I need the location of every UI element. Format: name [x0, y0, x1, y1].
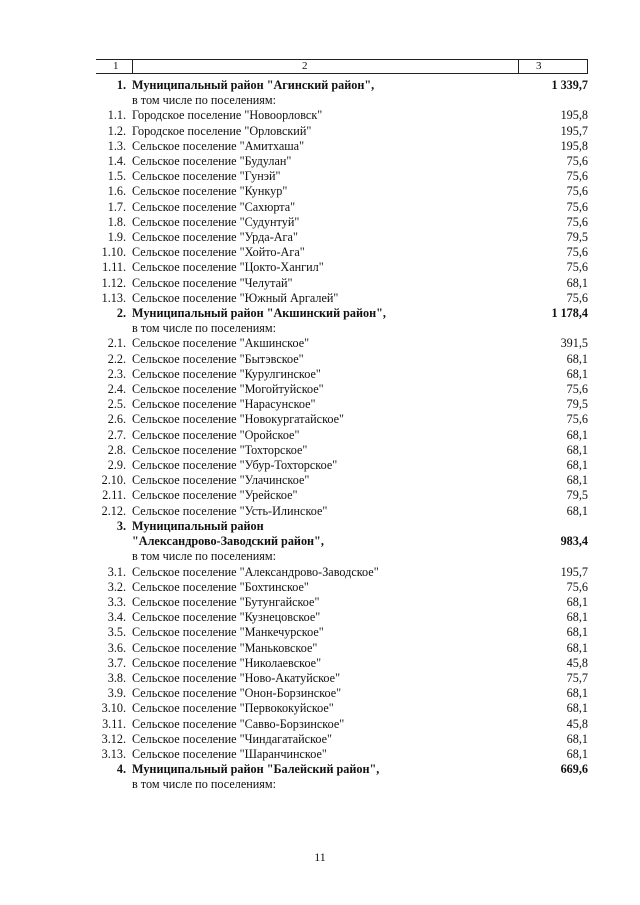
row-value: 1 339,7 [551, 78, 588, 92]
row-name: "Александрово-Заводский район", [132, 534, 324, 549]
row-value: 45,8 [566, 716, 588, 731]
row-value: 68,1 [566, 686, 588, 701]
table-row [96, 610, 588, 625]
row-value: 75,6 [566, 154, 588, 169]
row-value: 75,6 [566, 169, 588, 184]
row-name: Муниципальный район "Акшинский район", [132, 306, 386, 321]
row-number: 1. [116, 78, 126, 92]
row-name: в том числе по поселениям: [132, 549, 276, 564]
row-value: 68,1 [566, 625, 588, 640]
row-name: Сельское поселение "Ново-Акатуйское" [132, 670, 341, 685]
row-number: 2.10. [101, 473, 126, 488]
table-row [96, 397, 588, 412]
row-value: 68,1 [566, 351, 588, 366]
table-row [96, 488, 588, 503]
row-number: 3.11. [102, 716, 126, 731]
row-name: Сельское поселение "Первококуйское" [132, 701, 334, 716]
row-value: 391,5 [560, 336, 588, 351]
row-name: Сельское поселение "Шаранчинское" [132, 746, 327, 761]
row-number: 3. [116, 518, 126, 533]
table-row [96, 306, 588, 321]
row-value: 79,5 [566, 397, 588, 412]
row-value: 75,6 [566, 199, 588, 214]
row-number: 1.9. [107, 230, 126, 245]
row-value: 45,8 [566, 655, 588, 670]
row-number: 2. [116, 306, 126, 321]
header-col-1: 1 [113, 60, 119, 72]
table-row [96, 428, 588, 443]
row-value: 195,7 [560, 564, 588, 579]
table-row [96, 367, 588, 382]
row-value: 195,7 [560, 123, 588, 138]
row-number [96, 321, 132, 336]
table-row [96, 260, 588, 275]
row-value: 68,1 [566, 640, 588, 655]
row-name: Городское поселение "Орловский" [132, 123, 312, 138]
row-number [96, 777, 132, 792]
table-row [96, 443, 588, 458]
row-name: Сельское поселение "Николаевское" [132, 655, 322, 670]
row-value: 75,6 [566, 245, 588, 260]
row-value: 68,1 [566, 275, 588, 290]
row-value [518, 549, 588, 564]
row-value: 983,4 [560, 534, 588, 549]
row-value: 75,6 [566, 579, 588, 594]
row-number: 2.12. [101, 503, 126, 518]
row-name: Сельское поселение "Онон-Борзинское" [132, 686, 342, 701]
row-name: Сельское поселение "Убур-Тохторское" [132, 458, 338, 473]
row-value: 75,7 [566, 670, 588, 685]
row-number: 2.5. [107, 397, 126, 412]
row-name: Сельское поселение "Будулан" [132, 154, 292, 169]
row-value: 75,6 [566, 382, 588, 397]
row-name: Сельское поселение "Маньковское" [132, 640, 318, 655]
row-value: 195,8 [560, 138, 588, 153]
header-divider [518, 60, 519, 73]
header-divider [132, 60, 133, 73]
table-row [96, 200, 588, 215]
row-name: Сельское поселение "Судунтуй" [132, 214, 300, 229]
row-name: Сельское поселение "Урда-Ага" [132, 230, 298, 245]
table-row [96, 139, 588, 154]
allocation-table [96, 78, 588, 793]
row-number: 1.6. [107, 184, 126, 199]
table-row [96, 230, 588, 245]
table-row [96, 747, 588, 762]
row-number: 4. [116, 762, 126, 777]
row-name: Сельское поселение "Савво-Борзинское" [132, 716, 345, 731]
row-number: 2.8. [107, 442, 126, 457]
row-name: Муниципальный район [132, 518, 264, 533]
table-row [96, 777, 588, 792]
row-name: Сельское поселение "Южный Аргалей" [132, 290, 339, 305]
table-header [96, 59, 588, 74]
row-name: Сельское поселение "Оройское" [132, 427, 300, 442]
row-number: 1.13. [101, 290, 126, 305]
header-col-2: 2 [302, 60, 308, 72]
row-number: 2.2. [107, 351, 126, 366]
row-name: Муниципальный район "Балейский район", [132, 762, 380, 777]
row-name: в том числе по поселениям: [132, 777, 276, 792]
row-number: 3.6. [107, 640, 126, 655]
row-number: 3.13. [101, 746, 126, 761]
table-row [96, 78, 588, 93]
row-value: 68,1 [566, 731, 588, 746]
row-number: 3.3. [107, 594, 126, 609]
row-number: 2.3. [107, 366, 126, 381]
table-row [96, 504, 588, 519]
row-number: 3.5. [107, 625, 126, 640]
row-name: Сельское поселение "Александрово-Заводское" [132, 564, 379, 579]
table-row [96, 732, 588, 747]
table-row [96, 565, 588, 580]
row-name: Городское поселение "Новоорловск" [132, 108, 323, 123]
table-row [96, 534, 588, 549]
row-name: Сельское поселение "Тохторское" [132, 442, 308, 457]
row-number: 2.9. [107, 458, 126, 473]
row-name: Сельское поселение "Чиндагатайское" [132, 731, 333, 746]
table-row [96, 412, 588, 427]
row-name: Сельское поселение "Сахюрта" [132, 199, 296, 214]
row-name: Сельское поселение "Улачинское" [132, 473, 310, 488]
row-value: 68,1 [566, 427, 588, 442]
row-value: 75,6 [566, 260, 588, 275]
row-name: Сельское поселение "Нарасунское" [132, 397, 316, 412]
table-row [96, 580, 588, 595]
table-row [96, 215, 588, 230]
row-value: 75,6 [566, 214, 588, 229]
row-value: 79,5 [566, 230, 588, 245]
header-col-3: 3 [536, 60, 542, 72]
row-number: 3.4. [107, 610, 126, 625]
row-name: Сельское поселение "Усть-Илинское" [132, 503, 328, 518]
row-name: Сельское поселение "Бытэвское" [132, 351, 304, 366]
row-name: Сельское поселение "Акшинское" [132, 336, 310, 351]
row-number: 3.10. [101, 701, 126, 716]
row-number: 2.7. [107, 427, 126, 442]
row-value: 79,5 [566, 488, 588, 503]
table-row [96, 352, 588, 367]
row-value: 75,6 [566, 184, 588, 199]
row-name: Сельское поселение "Челутай" [132, 275, 293, 290]
table-row [96, 321, 588, 336]
row-number: 1.2. [107, 123, 126, 138]
row-number: 3.12. [101, 731, 126, 746]
row-name: Сельское поселение "Амитхаша" [132, 138, 305, 153]
table-row [96, 549, 588, 564]
row-name: Сельское поселение "Хойто-Ага" [132, 245, 305, 260]
row-number: 3.8. [107, 670, 126, 685]
row-value: 68,1 [566, 503, 588, 518]
row-name: Сельское поселение "Урейское" [132, 488, 298, 503]
row-number: 1.4. [107, 154, 126, 169]
row-value [518, 519, 588, 534]
row-value: 68,1 [566, 442, 588, 457]
row-name: Сельское поселение "Бутунгайское" [132, 594, 320, 609]
table-row [96, 656, 588, 671]
table-row [96, 701, 588, 716]
row-name: Сельское поселение "Гунэй" [132, 169, 281, 184]
table-row [96, 169, 588, 184]
row-number: 1.1. [107, 108, 126, 123]
page-number: 11 [314, 850, 326, 864]
row-name: Сельское поселение "Новокургатайское" [132, 412, 345, 427]
row-value [518, 321, 588, 336]
row-number: 2.6. [107, 412, 126, 427]
row-name: Сельское поселение "Кункур" [132, 184, 288, 199]
row-number: 3.9. [107, 686, 126, 701]
row-number: 1.7. [107, 199, 126, 214]
table-row [96, 671, 588, 686]
row-name: Сельское поселение "Курулгинское" [132, 366, 321, 381]
table-row [96, 762, 588, 777]
table-row [96, 382, 588, 397]
row-name: Сельское поселение "Могойтуйское" [132, 382, 324, 397]
table-row [96, 245, 588, 260]
row-name: в том числе по поселениям: [132, 93, 276, 108]
row-number: 2.1. [107, 336, 126, 351]
row-number: 2.4. [107, 382, 126, 397]
table-row [96, 686, 588, 701]
row-number: 1.3. [107, 138, 126, 153]
row-value [518, 93, 588, 108]
row-value: 195,8 [560, 108, 588, 123]
table-row [96, 124, 588, 139]
table-row [96, 641, 588, 656]
row-value: 669,6 [560, 762, 588, 777]
row-name: Муниципальный район "Агинский район", [132, 78, 375, 92]
row-number: 1.5. [107, 169, 126, 184]
row-number: 1.12. [101, 275, 126, 290]
row-value: 68,1 [566, 701, 588, 716]
table-row [96, 717, 588, 732]
row-number: 1.8. [107, 214, 126, 229]
row-value: 1 178,4 [551, 306, 588, 321]
table-row [96, 473, 588, 488]
row-number [96, 93, 132, 108]
table-row [96, 291, 588, 306]
row-number: 3.1. [107, 564, 126, 579]
table-row [96, 336, 588, 351]
row-number [96, 534, 132, 549]
row-value: 75,6 [566, 290, 588, 305]
row-number: 3.2. [107, 579, 126, 594]
table-row [96, 458, 588, 473]
row-number: 1.11. [102, 260, 126, 275]
row-value: 68,1 [566, 458, 588, 473]
row-name: Сельское поселение "Цокто-Хангил" [132, 260, 324, 275]
table-row [96, 154, 588, 169]
row-value: 68,1 [566, 610, 588, 625]
table-row [96, 93, 588, 108]
row-name: Сельское поселение "Кузнецовское" [132, 610, 321, 625]
table-row [96, 276, 588, 291]
table-row [96, 625, 588, 640]
row-name: Сельское поселение "Манкечурское" [132, 625, 324, 640]
row-value [518, 777, 588, 792]
table-row [96, 108, 588, 123]
table-row [96, 519, 588, 534]
row-name: в том числе по поселениям: [132, 321, 276, 336]
table-row [96, 184, 588, 199]
row-value: 68,1 [566, 594, 588, 609]
row-name: Сельское поселение "Бохтинское" [132, 579, 309, 594]
header-divider [587, 60, 588, 73]
row-value: 68,1 [566, 366, 588, 381]
row-value: 68,1 [566, 746, 588, 761]
row-number: 1.10. [101, 245, 126, 260]
row-number: 3.7. [107, 655, 126, 670]
row-value: 75,6 [566, 412, 588, 427]
row-value: 68,1 [566, 473, 588, 488]
table-row [96, 595, 588, 610]
row-number: 2.11. [102, 488, 126, 503]
row-number [96, 549, 132, 564]
